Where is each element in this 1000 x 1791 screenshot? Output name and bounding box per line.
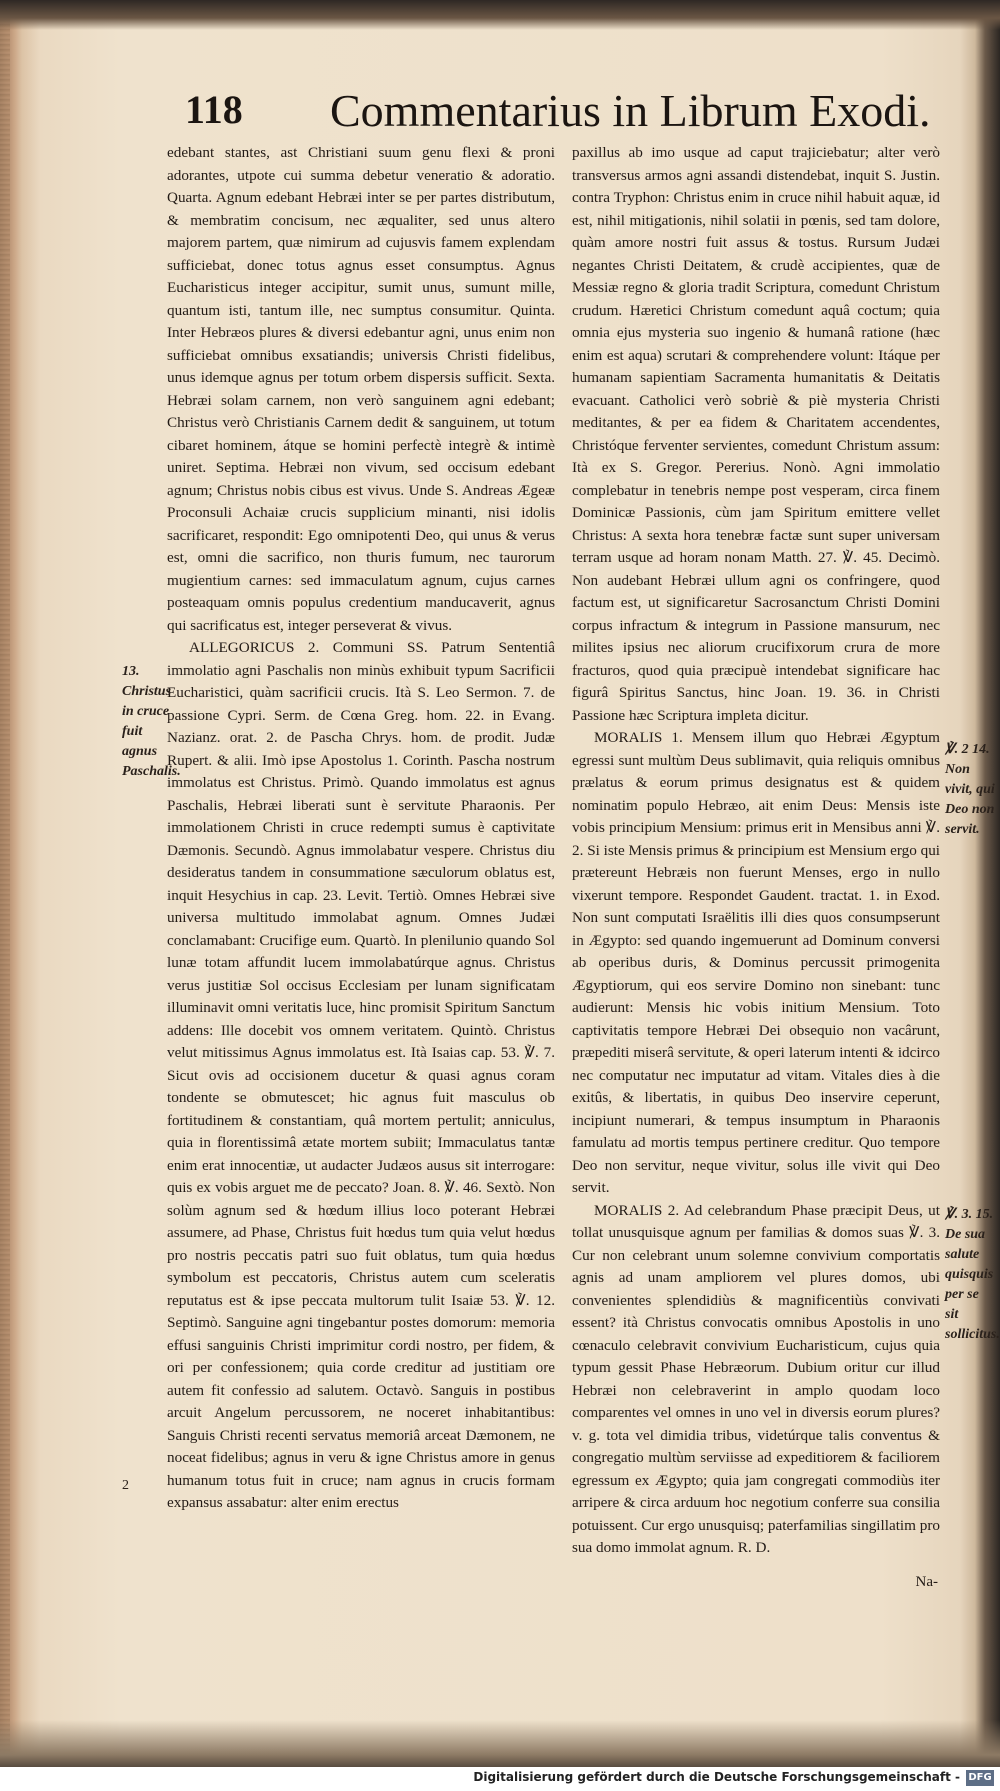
catchword: Na- <box>915 1574 938 1590</box>
page-number: 118 <box>185 87 243 132</box>
margin-note-right-15: ℣. 3. 15. De sua salute quisquis per se sit sollicitus. <box>945 1207 1000 1342</box>
page-top-shadow <box>0 0 1000 30</box>
margin-note-right-14: ℣. 2 14. Non vivit, qui Deo non servit. <box>945 742 995 837</box>
margin-note-left-13: 13. Christus in cruce fuit agnus Paschalis. <box>122 664 181 779</box>
dfg-logo: DFG <box>966 1770 994 1786</box>
left-paragraph-2: ALLEGORICUS 2. Communi SS. Patrum Sententiâ immolatio agni Paschalis non minùs exhibuit typum Sacrificii Eucharistici, quàm sacrificii crucis. Ità S. Leo Sermon. 7. de passione Cypri. Serm. de Cœna Greg. hom. 22. in Evang. Nazianz. orat. 2. de Pascha Chrys. hom. de prodit. Judæ Rupert. & alii. Imò ipse Apostolus 1. Corinth. Pascha nostrum immolatus est Christus. Primò. Quando immolatus est agnus Paschalis, Hebræi liberati sunt è servitute Pharaonis. Per immolationem Christi in cruce redempti sumus è captivitate Dæmonis. Secundò. Agnus immolabatur vespere. Christus diu desideratus tandem in consummatione sæculorum oblatus est, inquit Hesychius in cap. 23. Levit. Tertiò. Omnes Hebræi sive universa multitudo immolabat agnum. Omnes Judæi conclamabant: Crucifige eum. Quartò. In plenilunio quando Sol lunæ totam affundit lucem immolabatúrque agnus. Christus verus justitiæ Sol occisus Ecclesiam per lunam significatam illuminavit omni veritatis luce, hinc promisit Spiritum Sanctum addens: Ille docebit vos omnem veritatem. Quintò. Christus velut mitissimus Agnus immolatus est. Ità Isaias cap. 53. ℣. 7. Sicut ovis ad occisionem ducetur & quasi agnus coram tondente se obmutescet; hic agnus fuit masculus ob fortitudinem & constantiam, quâ mortem pertulit; anniculus, quia in florentissimâ ætate mortem subiit; Immaculatus tantæ enim erat innocentiæ, ut audacter Judæos ausus sit interrogare: quis ex vobis arguet me de peccato? Joan. 8. ℣. 46. Sextò. Non solùm agnum sed & hœdum illius loco poterant Hebræi assumere, ad Phase, Christus fuit hœdus tum quia velut hœdus pro nostris peccatis patri suo fuit oblatus, tum quia hœdus symbolum est peccatoris, Christus autem cum sceleratis reputatus est & ipse peccata multorum tulit Isaiæ 53. ℣. 12. Septimò. Sanguine agni tingebantur postes domorum: memoria effusi sanguinis Christi imprimitur cordi nostro, per fidem, & ori per confessionem; quia corde creditur ad justitiam ore autem fit confessio ad salutem. Octavò. Sanguis in postibus arcuit Angelum percussorem, ne noceret inhabitantibus: Sanguis Christi recenti servatus memoriâ arceat Dæmonem, ne noceat fidelibus; agnus in veru & igne Christus amore in genus humanum totus fuit in cruce; nam agnus in crucis formam expansus assabatur: alter enim erectus <box>167 639 555 1511</box>
page-header <box>185 85 931 136</box>
left-paragraph-1: edebant stantes, ast Christiani suum genu flexi & proni adorantes, utpote cui summa debetur veneratio & adoratio. Quarta. Agnum edebant Hebræi inter se per partes distributum, & membratim concisum, nec æqualiter, sed unus altero majorem partem, quæ nimirum ad cujusvis famem explendam sufficiebat, donec totus agnus esset consumptus. Agnus Eucharisticus integer accipitur, sumit unus, sumunt mille, quantum isti, tantum ille, nec sumptus consumitur. Quinta. Inter Hebræos plures & diversi edebantur agni, unus enim non sufficiebat omnibus exsatiandis; universis Christi fidelibus, unus idemque agnus per totum orbem dispersis sufficit. Sexta. Hebræi solam carnem, non verò sanguinem agni edebant; Christus verò Christianis Carnem dedit & sanguinem, ut totum cibaret hominem, átque se homini perfectè integrè & intimè uniret. Septima. Hebræi non vivum, sed occisum edebant agnum; Christus nobis cibus est vivus. Unde S. Andreas Ægeæ Proconsuli Achaiæ crucis supplicium minanti, nisi idolis sacrificaret, respondit: Ego omnipotenti Deo, qui unus & verus est, omni die sacrifico, non thuris fumum, nec taurorum mugientium carnes: sed immaculatum agnum, cujus carnes posteaquam omnis populus credentium manducaverit, agnus qui sacrificatus est, integer perseverat & vivus. <box>167 144 555 634</box>
book-binding-edge <box>0 0 10 1791</box>
footer-credit: Digitalisierung gefördert durch die Deutsche Forschungsgemeinschaft - <box>473 1770 960 1784</box>
margin-note-left-2: 2 <box>122 1478 129 1493</box>
digitization-footer <box>0 1767 1000 1791</box>
right-paragraph-3: MORALIS 2. Ad celebrandum Phase præcipit Deus, ut tollat unusquisque agnum per familias & domos suas ℣. 3. Cur non celebrant unum solemne convivium comportatis agnis ad unam ampliorem vel plures domos, ubi convenientes splendidiùs & magnificentiùs convivati essent? ità Christus convocatis omnibus Apostolis in uno cœnaculo celebravit convivium Eucharisticum, cujus quia typum gessit Phase Hebræorum. Dubium oritur cur illud Hebræi non celebraverint in amplo quodam loco comparentes vel omnes in uno vel in diversis eorum plures? v. g. tota vel dimidia tribus, videtúrque talis conventus & congregatio multùm serviisse ad expeditiorem & faciliorem egressum ex Ægypto; quia jam congregati commodiùs iter arripere & circa arduum hoc negotium conferre sua consilia potuissent. Cur ergo unusquisq; paterfamilias singillatim pro sua domo immolat agnum. R. D. <box>572 1201 940 1556</box>
left-text-column <box>167 142 555 1515</box>
right-text-column <box>572 142 940 1560</box>
right-paragraph-2: MORALIS 1. Mensem illum quo Hebræi Ægyptum egressi sunt multùm Deus sublimavit, quia reliquis omnibus prælatus & eorum primus designatus est & quidem nominatim populo Hebræo, ait enim Deus: Mensis iste vobis principium Mensium: primus erit in Mensibus anni ℣. 2. Si iste Mensis primus & principium est Mensium ergo qui prætereunt Hebræis non fuerunt Menses, ergo in nullo vixerunt tempore. Respondet Gaudent. tractat. 1. in Exod. Non sunt computati Israëlitis illi dies quos consumpserunt in Ægypto: sed quando ingemuerunt ad Dominum conversi ab operibus duris, & Dominus percussit primogenita Ægyptiorum, qui eos servire Domino non sinebant: tunc audierunt: Mensis hic vobis initium Mensium. Toto captivitatis tempore Hebræi Dei obsequio non vacârunt, præpediti miserâ servitute, & operi laterum intenti & idcirco nec computatur nec imputatur ad vitam. Vitales dies à die exitûs, & libertatis, in quibus Deo inservire ceperunt, incipiunt numerari, & tempus insumptum in Pharaonis famulatu ad mortis tempus pertinere creditur. Quo tempore Deo non servitur, neque vivitur, solus ille vivit qui Deo servit. <box>572 729 941 1196</box>
running-title: Commentarius in Librum Exodi. <box>330 85 931 136</box>
right-paragraph-1: paxillus ab imo usque ad caput trajiciebatur; alter verò transversus armos agni assandi distendebat, inquit S. Justin. contra Tryphon: Christus enim in cruce nihil habuit aquæ, id est, nihil mitigationis, nihil solatii in pœnis, sed tam dolore, quàm amore nostri fuit assus & tostus. Rursum Judæi negantes Christi Deitatem, & crudè accipientes, quæ de Messiæ regno & gloria tradit Scriptura, comedunt Christum crudum. Hæretici Christum comedunt aquâ coctum; quia omnia ejus mysteria suo ingenio & humanâ ratione (hæc enim est aqua) scrutari & comprehendere volunt: Itáque per humanam sapientiam Sacramenta humanitatis & Deitatis evacuant. Catholici verò sobriè & piè mysteria Christi meditantes, & per ea fidem & Charitatem accendentes, Christóque ferventer servientes, comedunt Christum assum: Ità ex S. Gregor. Pererius. Nonò. Agni immolatio complebatur in tenebris nempe post vesperam, circa finem Dominicæ Passionis, cùm jam Spiritum emittere vellet Christus: A sexta hora tenebræ factæ sunt super universam terram usque ad horam nonam Matth. 27. ℣. 45. Decimò. Non audebant Hebræi ullum agni os confringere, quod factum est, ut significaretur Sacrosanctum Christi Domini corpus infractum & integrum in Passione mansurum, nec milites ipsius nec aliorum crucifixorum crura de more fracturos, quod quia præcipuè intendebat significare hac figurâ Spiritus Sanctus, hinc Joan. 19. 36. in Christi Passione hæc Scriptura impleta dicitur. <box>572 144 940 724</box>
page-bottom-shadow <box>0 1720 1000 1770</box>
